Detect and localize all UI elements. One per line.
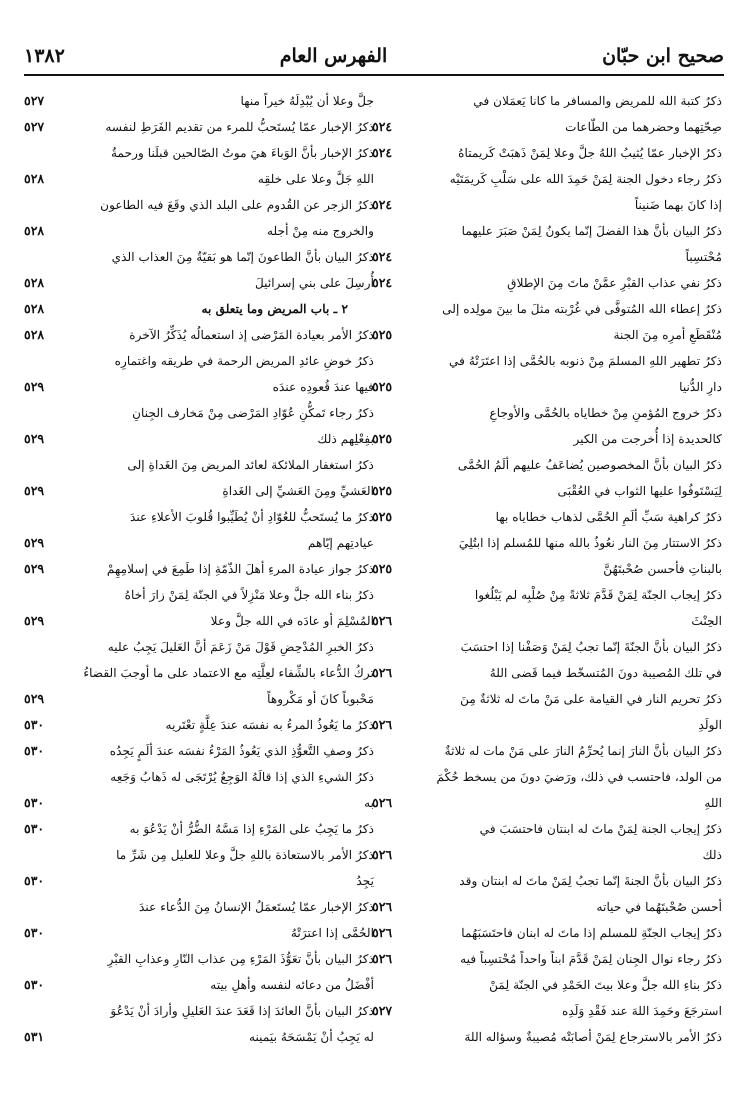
index-entry-text: من الولد، فاحتسب في ذلك، ورَضيَ دونَ من يسخط حُكْمَ [436,770,722,784]
index-entry-text: يَجِدُ [356,874,374,888]
page-header [24,42,724,70]
index-entry-line [372,114,724,140]
index-entry-text: المُسْلِمَ أو عادَه في الله جلَّ وعلا [210,614,374,628]
index-entry-line [24,868,376,894]
index-page-ref: ٥٢٤ [372,197,393,212]
index-page-ref: ٥٣٠ [24,925,45,940]
index-entry-line [372,192,724,218]
index-page-ref: ٥٢٦ [372,717,393,732]
index-entry-text: ذكرُ كراهية سَبِّ ألَمِ الحُمَّى لذهاب خطاياه بها [495,510,722,524]
index-entry-text: ذكرُ إيجاب الجنة لِمَنْ ماتَ له ابنتان فاحتسَبَ في [479,822,722,836]
index-entry-line [372,244,724,270]
index-column-left [24,88,376,1050]
index-entry-line [24,712,376,738]
index-page-ref: ٥٢٤ [372,275,393,290]
index-column-right [372,88,724,1050]
index-page-ref: ٥٢٧ [24,93,45,108]
index-entry-line [24,504,376,530]
index-entry-line [372,660,724,686]
index-entry-line [24,894,376,920]
index-entry-text: مُحْتسِباً [685,250,722,264]
index-entry-line [24,686,376,712]
index-entry-text: ذكرُ خوضِ عائدِ المريض الرحمة في طريقه واغتمارِه [114,354,374,368]
index-entry-line [372,478,724,504]
index-page-ref: ٥٣٠ [24,821,45,836]
index-entry-text: له يَجِبُ أنْ يَمْسَحَهُ بيَمينه [248,1030,374,1044]
index-entry-text: ذكرُ نفي عذاب القبْرِ عمَّنْ ماتَ مِنَ الإطلاقِ [507,276,722,290]
index-entry-line [372,764,724,790]
index-page-ref: ٥٢٦ [372,847,393,862]
index-entry-text: ذكرُ البيان بأنَّ تعَوُّذَ المَرْءِ مِن عذاب النّارِ وعذابِ القبْرِ [107,952,374,966]
index-page-ref: ٥٢٦ [372,665,393,680]
index-entry-line [24,972,376,998]
index-entry-line [372,348,724,374]
index-page-ref: ٥٢٥ [372,509,393,524]
index-page-ref: ٥٢٩ [24,379,45,394]
index-entry-line [372,946,724,972]
index-entry-line [24,556,376,582]
index-entry-text: ذكرُ تطهير اللهِ المسلمَ مِنْ ذنوبه بالحُمَّى إذا اعتَرَتْهُ في [449,354,722,368]
index-entry-line [372,166,724,192]
index-entry-text: ذكرُ رجاء تَمكُّنِ عُوّادِ المَرْضى مِنْ مَخارف الجِنانِ [132,406,374,420]
index-entry-line [372,972,724,998]
index-entry-line [372,530,724,556]
index-entry-text: ذكرُ الزجر عن القُدوم على البلد الذي وقَعَ فيه الطاعون [100,198,374,212]
index-entry-text: دارِ الدُّنيا [679,380,722,394]
index-entry-line [372,816,724,842]
index-entry-line [24,426,376,452]
index-entry-text: الحُمَّى إذا اعترَتْهُ [290,926,374,940]
index-page-ref: ٥٢٥ [372,483,393,498]
index-page-ref: ٥٢٨ [24,301,45,316]
index-page-ref: ٥٢٦ [372,951,393,966]
index-entry-line [372,556,724,582]
index-entry-line [24,530,376,556]
index-entry-text: ذكرُ بناءِ الله جلَّ وعلا بيتَ الحَمْدِ في الجنّة لِمَنْ [489,978,722,992]
index-entry-text: والخروج منه مِنْ أجله [267,224,374,238]
index-entry-text: إذا كانَ بهما ضَنيناً [634,198,722,212]
index-entry-text: به [364,796,374,810]
index-page-ref: ٥٢٩ [24,483,45,498]
index-entry-line [372,790,724,816]
index-entry-text: عيادتِهم إيّاهم [307,536,374,550]
index-entry-line [24,764,376,790]
index-entry-text: فيها عندَ قُعودِه عندَه [272,380,374,394]
index-entry-line [372,712,724,738]
index-entry-line [24,400,376,426]
index-entry-text: ذكرُ إيجاب الجنّةِ للمسلم إذا ماتَ له ابنان فاحتَسَبَهُما [461,926,722,940]
index-entry-text: لِيَسْتَوفُوا عليها الثواب في العُقْبَى [557,484,722,498]
index-page-ref: ٥٢٥ [372,379,393,394]
index-entry-text: ذلك [702,848,722,862]
index-page-ref: ٥٣١ [24,1029,45,1044]
index-entry-line [24,270,376,296]
index-entry-line [24,322,376,348]
section-title: الفهرس العام [279,45,388,67]
index-entry-text: الحِنْثَ [691,614,722,628]
index-entry-line [372,218,724,244]
index-entry-line [372,894,724,920]
index-entry-text: ذكرُ البيان بأنَّ هذا الفضلَ إنّما يكونُ لِمَنْ صَبَرَ عليهما [461,224,722,238]
index-entry-line [372,998,724,1024]
index-entry-text: اللهِ [704,796,722,810]
index-entry-line [24,816,376,842]
index-entry-text: ذكرُ كتبة الله للمريض والمسافر ما كانا يَعمَلان في [473,94,722,108]
index-page-ref: ٥٢٩ [24,431,45,446]
index-entry-text: ذكرُ الإخبار عمّا يُثيبُ اللهُ جلَّ وعلا لِمَنْ ذَهبَتْ كَريمتاهُ [458,146,722,160]
index-entry-line [24,166,376,192]
index-entry-text: صِحّتِهما وحضرهما من الطّاعات [565,120,722,134]
index-entry-line [372,842,724,868]
index-entry-text: في تلك المُصيبة دونَ المُتسخّط فيما قَضى اللهُ [489,666,722,680]
index-entry-line [372,270,724,296]
index-entry-text: ذكرُ الاستتار مِنَ النار نعُوذُ بالله منها للمُسلم إذا ابتُلِيَ [458,536,722,550]
index-page-ref: ٥٢٨ [24,275,45,290]
index-entry-line [24,374,376,400]
index-entry-line [24,790,376,816]
index-entry-line [372,582,724,608]
page-number: ١٣٨٢ [24,45,65,67]
index-page-ref: ٥٣٠ [24,717,45,732]
index-entry-text: ذكرُ خروج المُؤمنِ مِنْ خطاياه بالحُمَّى والأوجاعِ [489,406,722,420]
index-page-ref: ٥٣٠ [24,795,45,810]
index-entry-text: أُرسِلَ على بني إسرائيلَ [254,276,374,290]
index-entry-text: ذكرُ الإخبار عمّا يُستَعمَلُ الإنسانُ مِنَ الدُّعاء عندَ [139,900,374,914]
index-entry-text: أحسن صُحْبتَهُما في حياته [596,900,722,914]
index-entry-line [24,218,376,244]
index-section-heading [24,296,376,322]
index-page-ref: ٥٢٩ [24,535,45,550]
index-page-ref: ٥٢٩ [24,613,45,628]
index-entry-text: ذكرُ وصفِ التَّعوُّذِ الذي يَعُوذُ المَرْءُ نفسَه عندَ ألَمٍ يَجِدُه [109,744,374,758]
index-entry-text: ذكرُ ما يَجِبُ على المَرْءِ إذا مَسَّهُ الضُّرُّ أنْ يَدْعُوَ به [129,822,374,836]
index-entry-text: ذكرُ الأمر بالاستعاذة باللهِ جلَّ وعلا للعليل مِن شَرِّ ما [116,848,374,862]
index-entry-line [24,634,376,660]
index-page-ref: ٥٢٦ [372,899,393,914]
index-entry-line [372,738,724,764]
index-entry-text: ذكرُ رجاء دخول الجنة لِمَنْ حَمِدَ الله على سَلْبِ كَريمَتَيْه [449,172,722,186]
index-entry-text: ذكرُ البيان بأنَّ المخصوصين يُضاعَفُ عليهم ألَمُ الحُمَّى [457,458,722,472]
index-entry-line [24,946,376,972]
index-entry-line [24,738,376,764]
index-page-ref: ٥٣٠ [24,977,45,992]
index-entry-text: اللهِ جَلَّ وعلا على خلقِه [257,172,374,186]
book-title: صحيح ابن حبّان [602,45,724,67]
index-entry-text: ذكرُ البيان بأنَّ الطاعونَ إنّما هو بَقيّةٌ مِنَ العذاب الذي [111,250,374,264]
index-entry-line [24,998,376,1024]
index-entry-line [24,478,376,504]
index-page-ref: ٥٢٩ [24,691,45,706]
index-entry-line [372,140,724,166]
index-page-ref: ٥٢٨ [24,171,45,186]
index-entry-line [24,114,376,140]
index-entry-text: ذكرُ رجاء نوال الجِنان لِمَنْ قَدَّمَ ابناً واحداً مُحْتسِباً فيه [460,952,722,966]
index-page-ref: ٥٢٥ [372,431,393,446]
index-entry-text: ذكرُ بناء الله جلَّ وعلا مَنْزِلاً في الجنّة لِمَنْ زارَ أخاهُ [124,588,374,602]
index-entry-text: أفْضَلُ من دعائه لنفسه وأهلِ بيته [210,978,374,992]
index-entry-line [372,634,724,660]
index-entry-text: ذكرُ الأمر بالاسترجاع لِمَنْ أصابَتْه مُصيبةٌ وسؤاله اللهَ [464,1030,722,1044]
index-page-ref: ٥٣٠ [24,873,45,888]
index-entry-line [372,88,724,114]
index-page-ref: ٥٢٤ [372,145,393,160]
index-entry-text: ذكرُ تحريم النار في القيامة على مَنْ ماتَ له ثلاثةٌ مِنَ [460,692,722,706]
index-entry-line [372,868,724,894]
header-rule [24,74,724,76]
index-entry-line [24,452,376,478]
index-entry-line [24,660,376,686]
index-entry-text: الولَدِ [698,718,722,732]
index-entry-line [24,842,376,868]
index-entry-text: ذكرُ الخبرِ المُدْحِضِ قَوْلَ مَنْ زَعَمَ أنَّ العَليلَ يَجِبُ عليه [107,640,374,654]
index-entry-line [24,348,376,374]
index-page-ref: ٥٢٨ [24,223,45,238]
index-entry-text: كالحديدة إذا أُخرجت من الكير [573,432,722,446]
index-page-ref: ٥٢٦ [372,613,393,628]
index-entry-line [372,296,724,322]
index-entry-line [372,400,724,426]
index-page-ref: ٥٢٩ [24,561,45,576]
index-page-ref: ٥٢٦ [372,795,393,810]
index-entry-text: ذكرُ ما يُستَحبُّ للعُوّادِ أنْ يُطَيِّبوا قُلوبَ الأعلاءِ عندَ [129,510,374,524]
index-entry-line [372,374,724,400]
index-page-ref: ٥٢٧ [24,119,45,134]
index-entry-text: جلَّ وعلا أن يُبْدِلَهُ خيراً منها [240,94,374,108]
index-entry-text: بالبناتِ فأحسن صُحْبتَهُنَّ [603,562,722,576]
index-entry-text: مَحْبوباً كانَ أو مَكْروهاً [267,692,374,706]
index-entry-line [24,608,376,634]
index-entry-line [24,582,376,608]
index-entry-line [372,452,724,478]
index-page-ref: ٥٢٤ [372,249,393,264]
index-entry-line [372,504,724,530]
index-entry-line [24,140,376,166]
index-entry-text: استرجَعَ وحَمِدَ اللهَ عند فَقْدِ وَلَدِه [561,1004,722,1018]
index-entry-text: العَشيِّ ومِنَ العَشيِّ إلى الغَداةِ [222,484,374,498]
index-entry-line [372,608,724,634]
index-page-ref: ٥٢٦ [372,925,393,940]
index-page-ref: ٥٢٥ [372,327,393,342]
index-entry-line [24,920,376,946]
index-entry-line [24,1024,376,1050]
index-entry-line [24,192,376,218]
index-page-ref: ٥٢٥ [372,561,393,576]
index-entry-line [372,426,724,452]
index-entry-line [372,686,724,712]
index-entry-text: ٢ ـ باب المريض وما يتعلق به [201,302,348,316]
index-entry-text: ذكرُ إعطاء الله المُتوفَّى في غُرْبته مثلَ ما بينَ مولِده إلى [442,302,722,316]
index-entry-line [372,322,724,348]
index-entry-line [24,244,376,270]
index-page-ref: ٥٣٠ [24,743,45,758]
index-page-ref: ٥٢٤ [372,119,393,134]
index-entry-text: ذكرُ جواز عيادة المرءِ أهلَ الذّمّةِ إذا طَمِعَ في إسلامِهِمْ [106,562,374,576]
index-entry-text: ذكرُ الإخبار بأنَّ الوَباءَ هيَ موتُ الصّالحين قبلَنا ورحمةُ [111,146,374,160]
index-page-ref: ٥٢٧ [372,1003,393,1018]
index-entry-text: ذكرُ الأمر بعيادة المَرْضى إذ استعمالُه يُذَكِّرُ الآخرة [129,328,374,342]
index-entry-text: ذكرُ البيان بأنَّ الجنّةَ إنّما تجبُ لِمَنْ وَصَفْنا إذا احتسَبَ [460,640,722,654]
index-entry-text: ذكرُ البيان بأنَّ الجنةَ إنّما تجبُ لِمَنْ ماتَ له ابنتان وقد [459,874,722,888]
index-entry-text: ذكرُ استغفار الملائكة لعائد المريض مِنَ الغَداةِ إلى [127,458,374,472]
index-entry-line [24,88,376,114]
index-entry-line [372,1024,724,1050]
index-entry-text: ذكرُ إيجاب الجنّة لِمَنْ قَدَّمَ ثلاثةً مِنْ صُلْبِه لم يَبْلُغوا [474,588,722,602]
index-entry-text: بفِعْلِهم ذلك [317,432,374,446]
index-entry-text: ذكرُ البيان بأنَّ العائدَ إذا قَعَدَ عندَ العَليلِ وأرادَ أنْ يَدْعُوَ [110,1004,374,1018]
index-entry-text: مُنْقَطَعِ أمرِه مِنَ الجنة [613,328,722,342]
index-entry-text: تركُ الدُّعاء بالشِّفاء لعِلَّتِه مع الاعتماد على ما أوجبَ القضاءُ [83,666,374,680]
index-entry-text: ذكرُ البيان بأنَّ النارَ إنما يُحرِّمُ النارَ على مَنْ مات له ثلاثةٌ [444,744,722,758]
index-page-ref: ٥٢٨ [24,327,45,342]
index-entry-text: ذكرُ ما يَعُوذُ المرءُ به نفسَه عندَ عِلَّةٍ تعْتَريه [165,718,374,732]
index-entry-line [372,920,724,946]
index-entry-text: ذكرُ الشيءِ الذي إذا قالَهُ الوَجِعُ يُرْتَجَى له ذَهابُ وَجَعِه [110,770,374,784]
index-entry-text: ذكرُ الإخبار عمّا يُستَحبُّ للمرء من تقديم الفَرَطِ لنفسه [105,120,374,134]
